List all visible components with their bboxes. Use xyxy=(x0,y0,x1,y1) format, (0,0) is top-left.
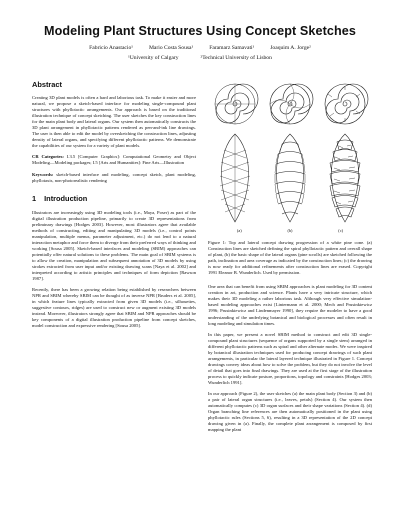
figure-panel-labels xyxy=(208,228,372,233)
affiliation: ²Technical University of Lisbon xyxy=(200,55,272,61)
lateral-view-c xyxy=(330,134,360,222)
lateral-view-b xyxy=(275,134,305,222)
cr-categories xyxy=(32,154,196,166)
author-name: Joaquim A. Jorge² xyxy=(270,45,311,51)
figure-caption: Figure 1: Top and lateral concept drawing progression of a white pine cone. (a) Construction lines are sketched defining the spiral phyllotactic pattern and overall shape of plant, (b) the basic shape of the lateral organs (pine scrolls) are sketched following the path, inclination and area coverage as indicated by the construction lines; (c) the drawing is now ready for additional refinements after construction lines are erased. Copyright 1991 Eleanor B. Wunderlich. Used by permission. xyxy=(208,240,372,276)
body-paragraph: In our approach (Figure 2), the user sketches (a) the main plant body (Section 3) and (b) a pair of lateral organ structures (i.e., leaves, petals) (Section 4). Our system then automatically computes (c) 3D organ surfaces and their shape variations (Section 4). (d) Organ branching line references are then automatically positioned in the plant using phyllotactic rules (Sections 5, 6), resulting in a 3D representation of the 2D concept drawing given in (a). Finally, the complete plant arrangement is composed by first mapping the plant xyxy=(208,391,372,433)
top-view-a xyxy=(215,84,258,124)
pine-cone-illustration xyxy=(208,80,372,228)
abstract-text: Creating 3D plant models is often a hard and laborious task. To make it easier and more natural, we propose a sketch-based interface for modeling single-compound plant structures with phyllotactic arrangements. Our approach is based on the traditional illustration technique of concept sketching. The user sketches the key construction lines for the main plant body and lateral organs. Our system then automatically constructs the 3D plant arrangement in phyllotactic patterns rendered as pen-and-ink line drawings. The user is then able to edit the model by oversketching the construction lines, adjusting density of lateral organs, and specifying different phyllotactic patterns. We demonstrate the capabilities of our system for a variety of plant models. xyxy=(32,95,196,149)
panel-label: (b) xyxy=(287,228,293,233)
top-view-c xyxy=(325,84,368,124)
author-list xyxy=(24,45,376,52)
section-title: Introduction xyxy=(44,193,88,203)
panel-label: (c) xyxy=(338,228,344,233)
cr-categories-text: I.3.5 [Computer Graphics]: Computational Geometry and Object Modeling—Modeling packages; I.5 [Arts and Humanities]: Fine Arts—Illustration xyxy=(32,154,197,166)
right-column xyxy=(208,80,372,438)
affiliation-list xyxy=(24,55,376,61)
author-name: Faramarz Samavati¹ xyxy=(209,45,255,51)
body-paragraph: One area that can benefit from using SBIM approaches is plant modeling for 3D content creation in art, production and science. Plants have a very intricate structure, which makes their 3D modeling a rather laborious task. Although very effective simulation-based modeling approaches exist [Lintermann et al. 2000; Mech and Prusinkiewicz 1996; Prusinkiewicz and Lindenmayer 1990], they require the modeler to have a good understanding of the underlying botanical and biological processes and often result in long modeling and simulation times. xyxy=(208,284,372,326)
paper-title: Modeling Plant Structures Using Concept Sketches xyxy=(44,24,356,38)
intro-paragraph: Recently, there has been a growing relation being established by researchers between NPR and SBIM whereby SBIM can be thought of as inverse NPR [Bruders et al. 2005], in which feature lines typically extracted from given 3D models (i.e., silhouettes, suggestive contours, ridges) are used to construct new or augment existing 3D models instead. Moreover, illustrators strongly agree that SBIM and NPR approaches should be key components of a digital illustration production pipeline from concept sketches, model construction and expressive rendering [Sousa 2005]. xyxy=(32,287,196,329)
keywords xyxy=(32,172,196,184)
figure-1 xyxy=(208,80,372,236)
body-paragraph: In this paper, we present a novel SBIM method to construct and edit 3D single-compound plant structures (sequence of organs supported by a single stem) arranged in different phyllotactic patterns such as spiral and other alternate modes. We were inspired by botanical illustration techniques used for producing concept drawings of such plant arrangements, in particular the lateral layered technique illustrated in Figure 1. Concept drawings convey ideas about how to solve the problem, but they do not involve the level of detail that goes into final drawings. They are used at the first stage of the illustration process to quickly indicate posture, proportions, topology and constraints [Hodges 2003; Wunderlich 1991]. xyxy=(208,331,372,385)
keywords-text: sketch-based interface and modeling, concept sketch, plant modeling, phyllotaxis, non-photorealistic rendering xyxy=(32,171,196,183)
section-heading-introduction xyxy=(32,194,196,203)
intro-paragraph: Illustrators are increasingly using 3D modeling tools (i.e., Maya, Poser) as part of the digital illustration production pipeline, primarily to create 3D representations from preliminary drawings [Hodges 2003]. However, most illustrators agree that available methods of constructing, editing and manipulating 3D models (i.e., control points manipulation, multiple menus, parameter adjustment, etc.) do not lend to a natural interaction metaphor and force them to diverge from their preferred ways of thinking and working [Sousa 2005]. Sketch-based interfaces and modeling (SBIM) approaches can potentially offer natural solutions to these problems. The main goal of SBIM systems is to allow the creation, manipulation and subsequent annotation of 3D models by using strokes extracted from user input and/or existing drawing scans [Naya et al. 2002] and interpreted according to artistic principles and techniques of form depiction [Rawson 1987]. xyxy=(32,209,196,282)
author-name: Mario Costa Sousa¹ xyxy=(148,45,194,51)
affiliation: ¹University of Calgary xyxy=(128,55,179,61)
top-view-b xyxy=(270,84,313,124)
panel-label: (a) xyxy=(236,228,242,233)
section-number: 1 xyxy=(32,193,37,203)
left-column xyxy=(32,80,196,335)
abstract-heading: Abstract xyxy=(32,80,62,89)
author-name: Fabricio Anastacio¹ xyxy=(89,45,133,51)
cr-categories-label: CR Categories: xyxy=(32,154,64,160)
keywords-label: Keywords: xyxy=(32,171,54,177)
lateral-view-a xyxy=(220,134,250,222)
